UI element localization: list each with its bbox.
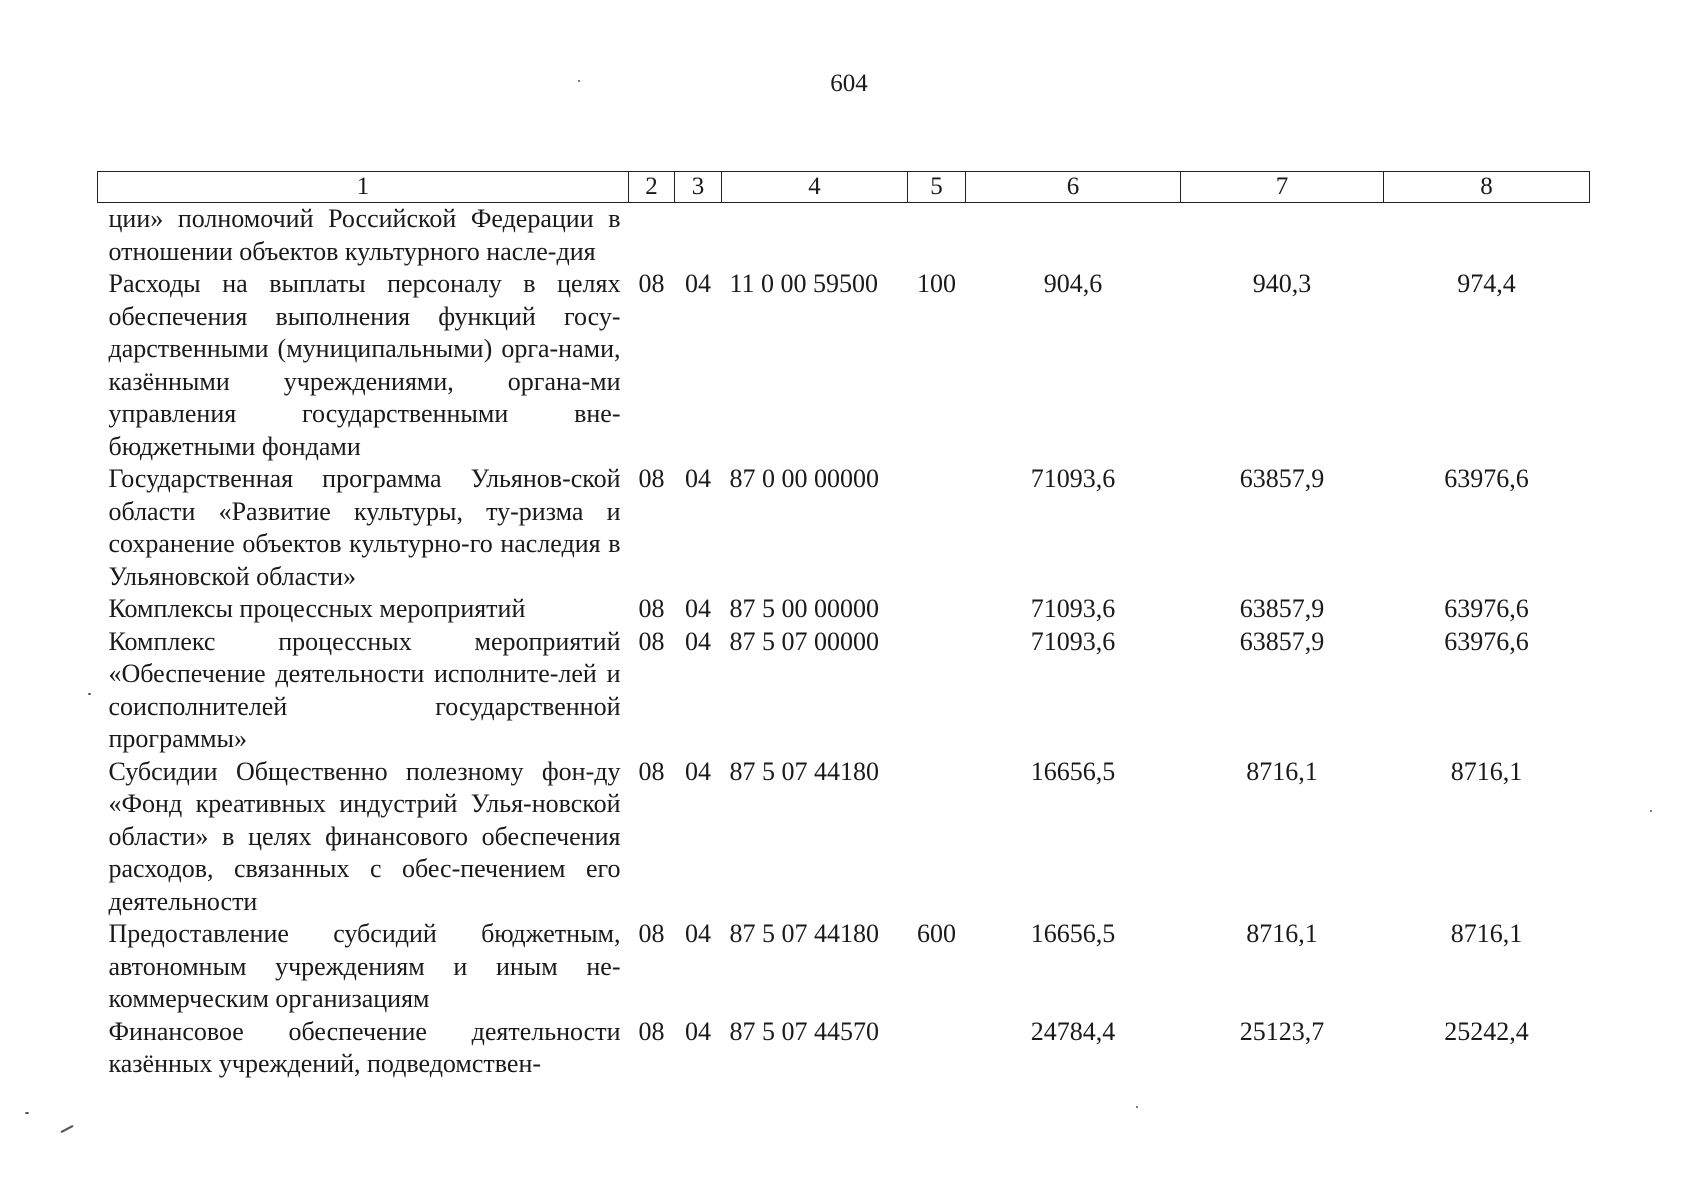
row-section-code: 08 [638,269,665,298]
row-amount-col6: 24784,4 [1030,1016,1116,1046]
row-section-code: 08 [638,919,665,948]
row-amount-col6: 71093,6 [1030,626,1116,656]
row-amount-col8: 63976,6 [1444,594,1529,623]
row-expense-type [908,203,966,269]
row-target-article: 87 5 07 44180 [729,919,879,948]
row-amount-col6: 16656,5 [1030,756,1116,786]
scan-speck [1650,810,1652,812]
row-name: Предоставление субсидий бюджетным, автономным учреждениям и иным не-коммерческим организациям [108,919,621,1013]
row-amount-col7 [1181,203,1384,269]
table-row [98,626,1590,756]
row-amount-col6: 904,6 [1043,269,1103,298]
row-name: Субсидии Общественно полезному фон-ду «Фонд креативных индустрий Улья-новской области» в целях финансового обеспечения расходов, связанных с обес-печением его деятельности [108,756,621,916]
row-amount-col8: 63976,6 [1444,626,1529,656]
row-section-code: 08 [638,464,665,493]
row-amount-col7: 63857,9 [1239,626,1325,656]
row-section-code: 08 [638,594,665,623]
row-amount-col7: 25123,7 [1239,1016,1325,1046]
row-section-code: 08 [638,756,665,786]
row-expense-type: 600 [917,919,956,948]
row-expense-type [908,1016,966,1081]
scan-speck [25,1112,29,1114]
scan-speck [578,80,580,82]
budget-table-container [97,171,1589,1081]
row-subsection-code: 04 [685,1016,711,1046]
row-expense-type [908,593,966,626]
row-amount-col8: 63976,6 [1444,464,1529,493]
budget-table [97,171,1590,1081]
row-amount-col8: 8716,1 [1450,756,1523,786]
scan-speck [88,693,91,695]
row-section-code [629,203,675,269]
scan-speck [1136,1106,1138,1108]
row-target-article: 87 5 00 00000 [729,594,879,623]
row-amount-col6: 71093,6 [1030,594,1116,623]
row-target-article [722,203,908,269]
row-name: Расходы на выплаты персоналу в целях обеспечения выполнения функций госу-дарственными (муниципальными) орга-нами, казёнными учреждениями, органа-ми управления государственными вне-бюджетными фондами [108,269,621,461]
page-number: 604 [830,70,868,97]
column-header-3: 3 [675,172,722,203]
row-name: Комплексы процессных мероприятий [108,594,526,623]
row-amount-col7: 63857,9 [1239,464,1325,493]
row-subsection-code: 04 [685,626,711,656]
row-section-code: 08 [638,1016,665,1046]
row-target-article: 11 0 00 59500 [729,269,879,298]
column-header-7: 7 [1181,172,1384,203]
row-amount-col8: 8716,1 [1450,919,1523,948]
row-amount-col7: 8716,1 [1246,919,1318,948]
row-subsection-code: 04 [685,464,711,493]
column-header-4: 4 [722,172,908,203]
table-row [98,268,1590,463]
row-target-article: 87 5 07 44180 [729,756,879,786]
row-amount-col6: 71093,6 [1030,464,1116,493]
row-section-code: 08 [638,626,665,656]
row-amount-col7: 8716,1 [1246,756,1318,786]
column-header-1: 1 [98,172,629,203]
row-amount-col7: 63857,9 [1239,594,1325,623]
column-header-8: 8 [1384,172,1590,203]
row-name: Финансовое обеспечение деятельности казённых учреждений, подведомствен- [108,1016,621,1078]
row-amount-col6: 16656,5 [1030,919,1116,948]
row-target-article: 87 0 00 00000 [729,464,879,493]
row-subsection-code: 04 [685,594,711,623]
row-target-article: 87 5 07 44570 [729,1016,879,1046]
row-expense-type [908,756,966,919]
row-amount-col7: 940,3 [1252,269,1312,298]
table-row [98,756,1590,919]
table-row [98,918,1590,1016]
row-name: Государственная программа Ульянов-ской области «Развитие культуры, ту-ризма и сохранение объектов культурно-го наследия в Ульяновской области» [108,464,621,591]
scan-speck [60,1125,73,1133]
row-expense-type [908,626,966,756]
row-subsection-code: 04 [685,269,711,298]
row-target-article: 87 5 07 00000 [729,626,879,656]
row-subsection-code: 04 [685,919,711,948]
row-expense-type: 100 [917,269,956,298]
row-name: Комплекс процессных мероприятий «Обеспечение деятельности исполните-лей и соисполнителей государственной программы» [108,626,621,753]
table-row [98,463,1590,593]
table-row [98,1016,1590,1081]
column-header-6: 6 [966,172,1181,203]
row-name: ции» полномочий Российской Федерации в отношении объектов культурного насле-дия [108,204,621,266]
header-row [98,172,1590,203]
row-amount-col8: 974,4 [1457,269,1516,298]
row-amount-col8: 25242,4 [1444,1016,1529,1046]
table-row [98,593,1590,626]
row-amount-col8 [1384,203,1590,269]
table-row [98,203,1590,269]
column-header-2: 2 [629,172,675,203]
column-header-5: 5 [908,172,966,203]
row-subsection-code: 04 [685,756,711,786]
row-subsection-code [675,203,722,269]
row-expense-type [908,463,966,593]
row-amount-col6 [966,203,1181,269]
